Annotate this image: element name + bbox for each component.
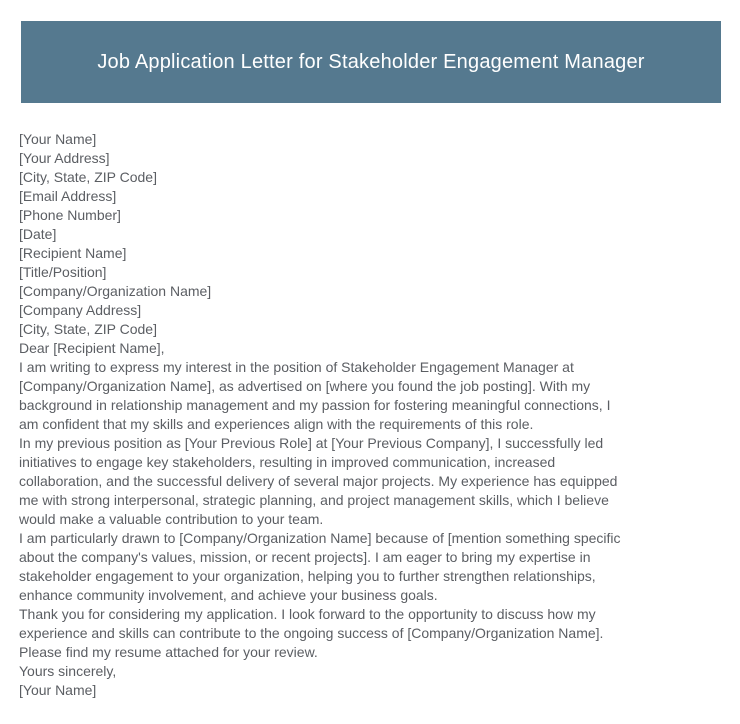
letter-line-paragraph1: background in relationship management and my passion for fostering meaningful connections, I (19, 397, 611, 413)
letter-line-your-name: [Your Name] (19, 131, 97, 147)
letter-line-paragraph3: enhance community involvement, and achieve your business goals. (19, 587, 438, 603)
letter-line-paragraph4: experience and skills can contribute to the ongoing success of [Company/Organization Name]. (19, 625, 604, 641)
letter-line-paragraph4: Thank you for considering my application. I look forward to the opportunity to discuss how my (19, 606, 596, 622)
letter-line-paragraph1: am confident that my skills and experiences align with the requirements of this role. (19, 416, 534, 432)
letter-line-paragraph3: I am particularly drawn to [Company/Organization Name] because of [mention something specific (19, 530, 621, 546)
letter-line-your-address: [Your Address] (19, 150, 110, 166)
letter-line-company-city-state-zip: [City, State, ZIP Code] (19, 321, 157, 337)
letter-line-paragraph3: stakeholder engagement to your organization, helping you to further strengthen relationships, (19, 568, 596, 584)
letter-body (19, 130, 721, 700)
letter-line-paragraph2: would make a valuable contribution to your team. (19, 511, 324, 527)
letter-line-paragraph1: [Company/Organization Name], as advertised on [where you found the job posting]. With my (19, 378, 591, 394)
letter-line-paragraph2: In my previous position as [Your Previous Role] at [Your Previous Company], I successfully led (19, 435, 604, 451)
letter-line-paragraph2: collaboration, and the successful delivery of several major projects. My experience has equipped (19, 473, 618, 489)
letter-line-title-position: [Title/Position] (19, 264, 107, 280)
page-title: Job Application Letter for Stakeholder Engagement Manager (97, 50, 645, 73)
letter-line-company-name: [Company/Organization Name] (19, 283, 212, 299)
letter-line-phone: [Phone Number] (19, 207, 121, 223)
letter-line-paragraph3: about the company's values, mission, or recent projects]. I am eager to bring my expertise in (19, 549, 591, 565)
letter-line-signature: [Your Name] (19, 682, 97, 698)
letter-line-company-address: [Company Address] (19, 302, 142, 318)
letter-title-banner (21, 21, 721, 103)
letter-line-closing: Yours sincerely, (19, 663, 117, 679)
letter-line-paragraph2: me with strong interpersonal, strategic planning, and project management skills, which I believe (19, 492, 609, 508)
letter-line-paragraph2: initiatives to engage key stakeholders, resulting in improved communication, increased (19, 454, 556, 470)
letter-line-paragraph4: Please find my resume attached for your review. (19, 644, 318, 660)
letter-line-city-state-zip: [City, State, ZIP Code] (19, 169, 157, 185)
letter-line-salutation: Dear [Recipient Name], (19, 340, 165, 356)
letter-line-email: [Email Address] (19, 188, 117, 204)
letter-line-recipient-name: [Recipient Name] (19, 245, 127, 261)
letter-line-date: [Date] (19, 226, 57, 242)
letter-line-paragraph1: I am writing to express my interest in the position of Stakeholder Engagement Manager at (19, 359, 574, 375)
